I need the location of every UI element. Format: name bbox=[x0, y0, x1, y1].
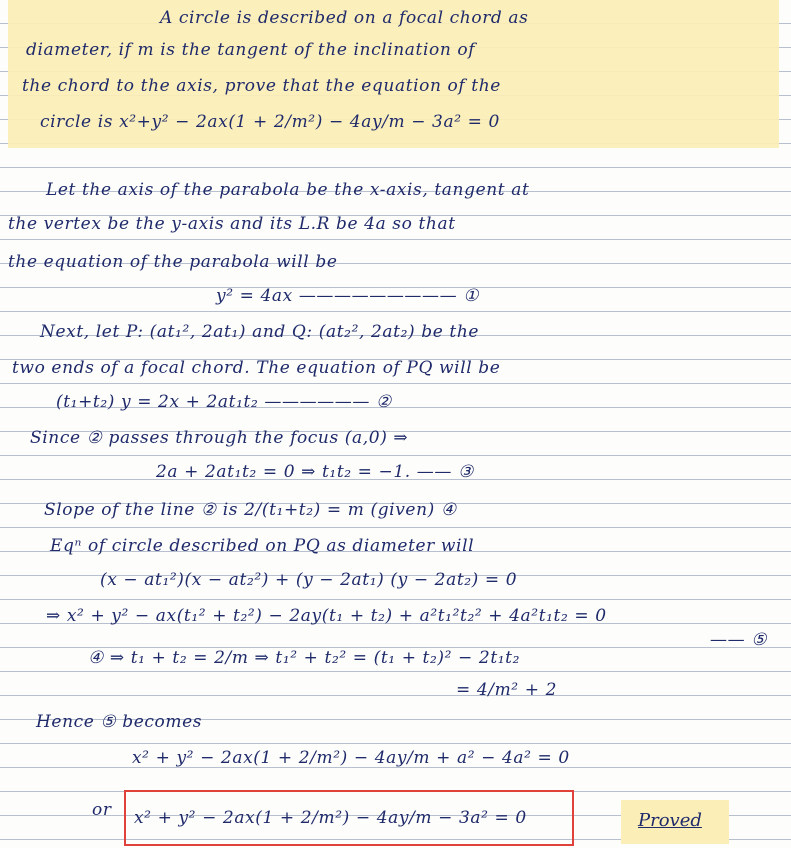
solution-line-1: Let the axis of the parabola be the x-axis, tangent at bbox=[46, 180, 530, 200]
circle-equation-factored: (x − at₁²)(x − at₂²) + (y − 2at₁) (y − 2at₂) = 0 bbox=[100, 570, 518, 590]
solution-line-11: Eqⁿ of circle described on PQ as diameter will bbox=[50, 536, 475, 556]
substituted-equation: x² + y² − 2ax(1 + 2/m²) − 4ay/m + a² − 4a² = 0 bbox=[132, 748, 570, 768]
proved-label: Proved bbox=[638, 810, 702, 831]
or-label: or bbox=[92, 800, 112, 820]
problem-line-1: A circle is described on a focal chord as bbox=[160, 8, 529, 28]
equation-3: 2a + 2at₁t₂ = 0 ⇒ t₁t₂ = −1. —— ③ bbox=[156, 462, 474, 482]
sum-of-squares-result: = 4/m² + 2 bbox=[456, 680, 557, 700]
problem-line-2: diameter, if m is the tangent of the inclination of bbox=[26, 40, 476, 60]
equation-1: y² = 4ax ————————— ① bbox=[216, 286, 480, 306]
equation-5-tag: —— ⑤ bbox=[710, 630, 768, 650]
sum-of-squares-line: ④ ⇒ t₁ + t₂ = 2/m ⇒ t₁² + t₂² = (t₁ + t₂)² − 2t₁t₂ bbox=[88, 648, 521, 668]
final-equation: x² + y² − 2ax(1 + 2/m²) − 4ay/m − 3a² = 0 bbox=[134, 808, 527, 828]
solution-line-2: the vertex be the y-axis and its L.R be 4a so that bbox=[8, 214, 456, 234]
solution-line-8: Since ② passes through the focus (a,0) ⇒ bbox=[30, 428, 409, 448]
equation-5: ⇒ x² + y² − ax(t₁² + t₂²) − 2ay(t₁ + t₂) + a²t₁²t₂² + 4a²t₁t₂ = 0 bbox=[46, 606, 607, 626]
solution-line-5: Next, let P: (at₁², 2at₁) and Q: (at₂², 2at₂) be the bbox=[40, 322, 480, 342]
problem-line-4: circle is x²+y² − 2ax(1 + 2/m²) − 4ay/m − 3a² = 0 bbox=[40, 112, 500, 132]
equation-4: Slope of the line ② is 2/(t₁+t₂) = m (given) ④ bbox=[44, 500, 457, 520]
solution-line-3: the equation of the parabola will be bbox=[8, 252, 338, 272]
solution-line-16: Hence ⑤ becomes bbox=[36, 712, 203, 732]
problem-line-3: the chord to the axis, prove that the equation of the bbox=[22, 76, 501, 96]
solution-line-6: two ends of a focal chord. The equation of PQ will be bbox=[12, 358, 501, 378]
equation-2: (t₁+t₂) y = 2x + 2at₁t₂ —————— ② bbox=[56, 392, 392, 412]
